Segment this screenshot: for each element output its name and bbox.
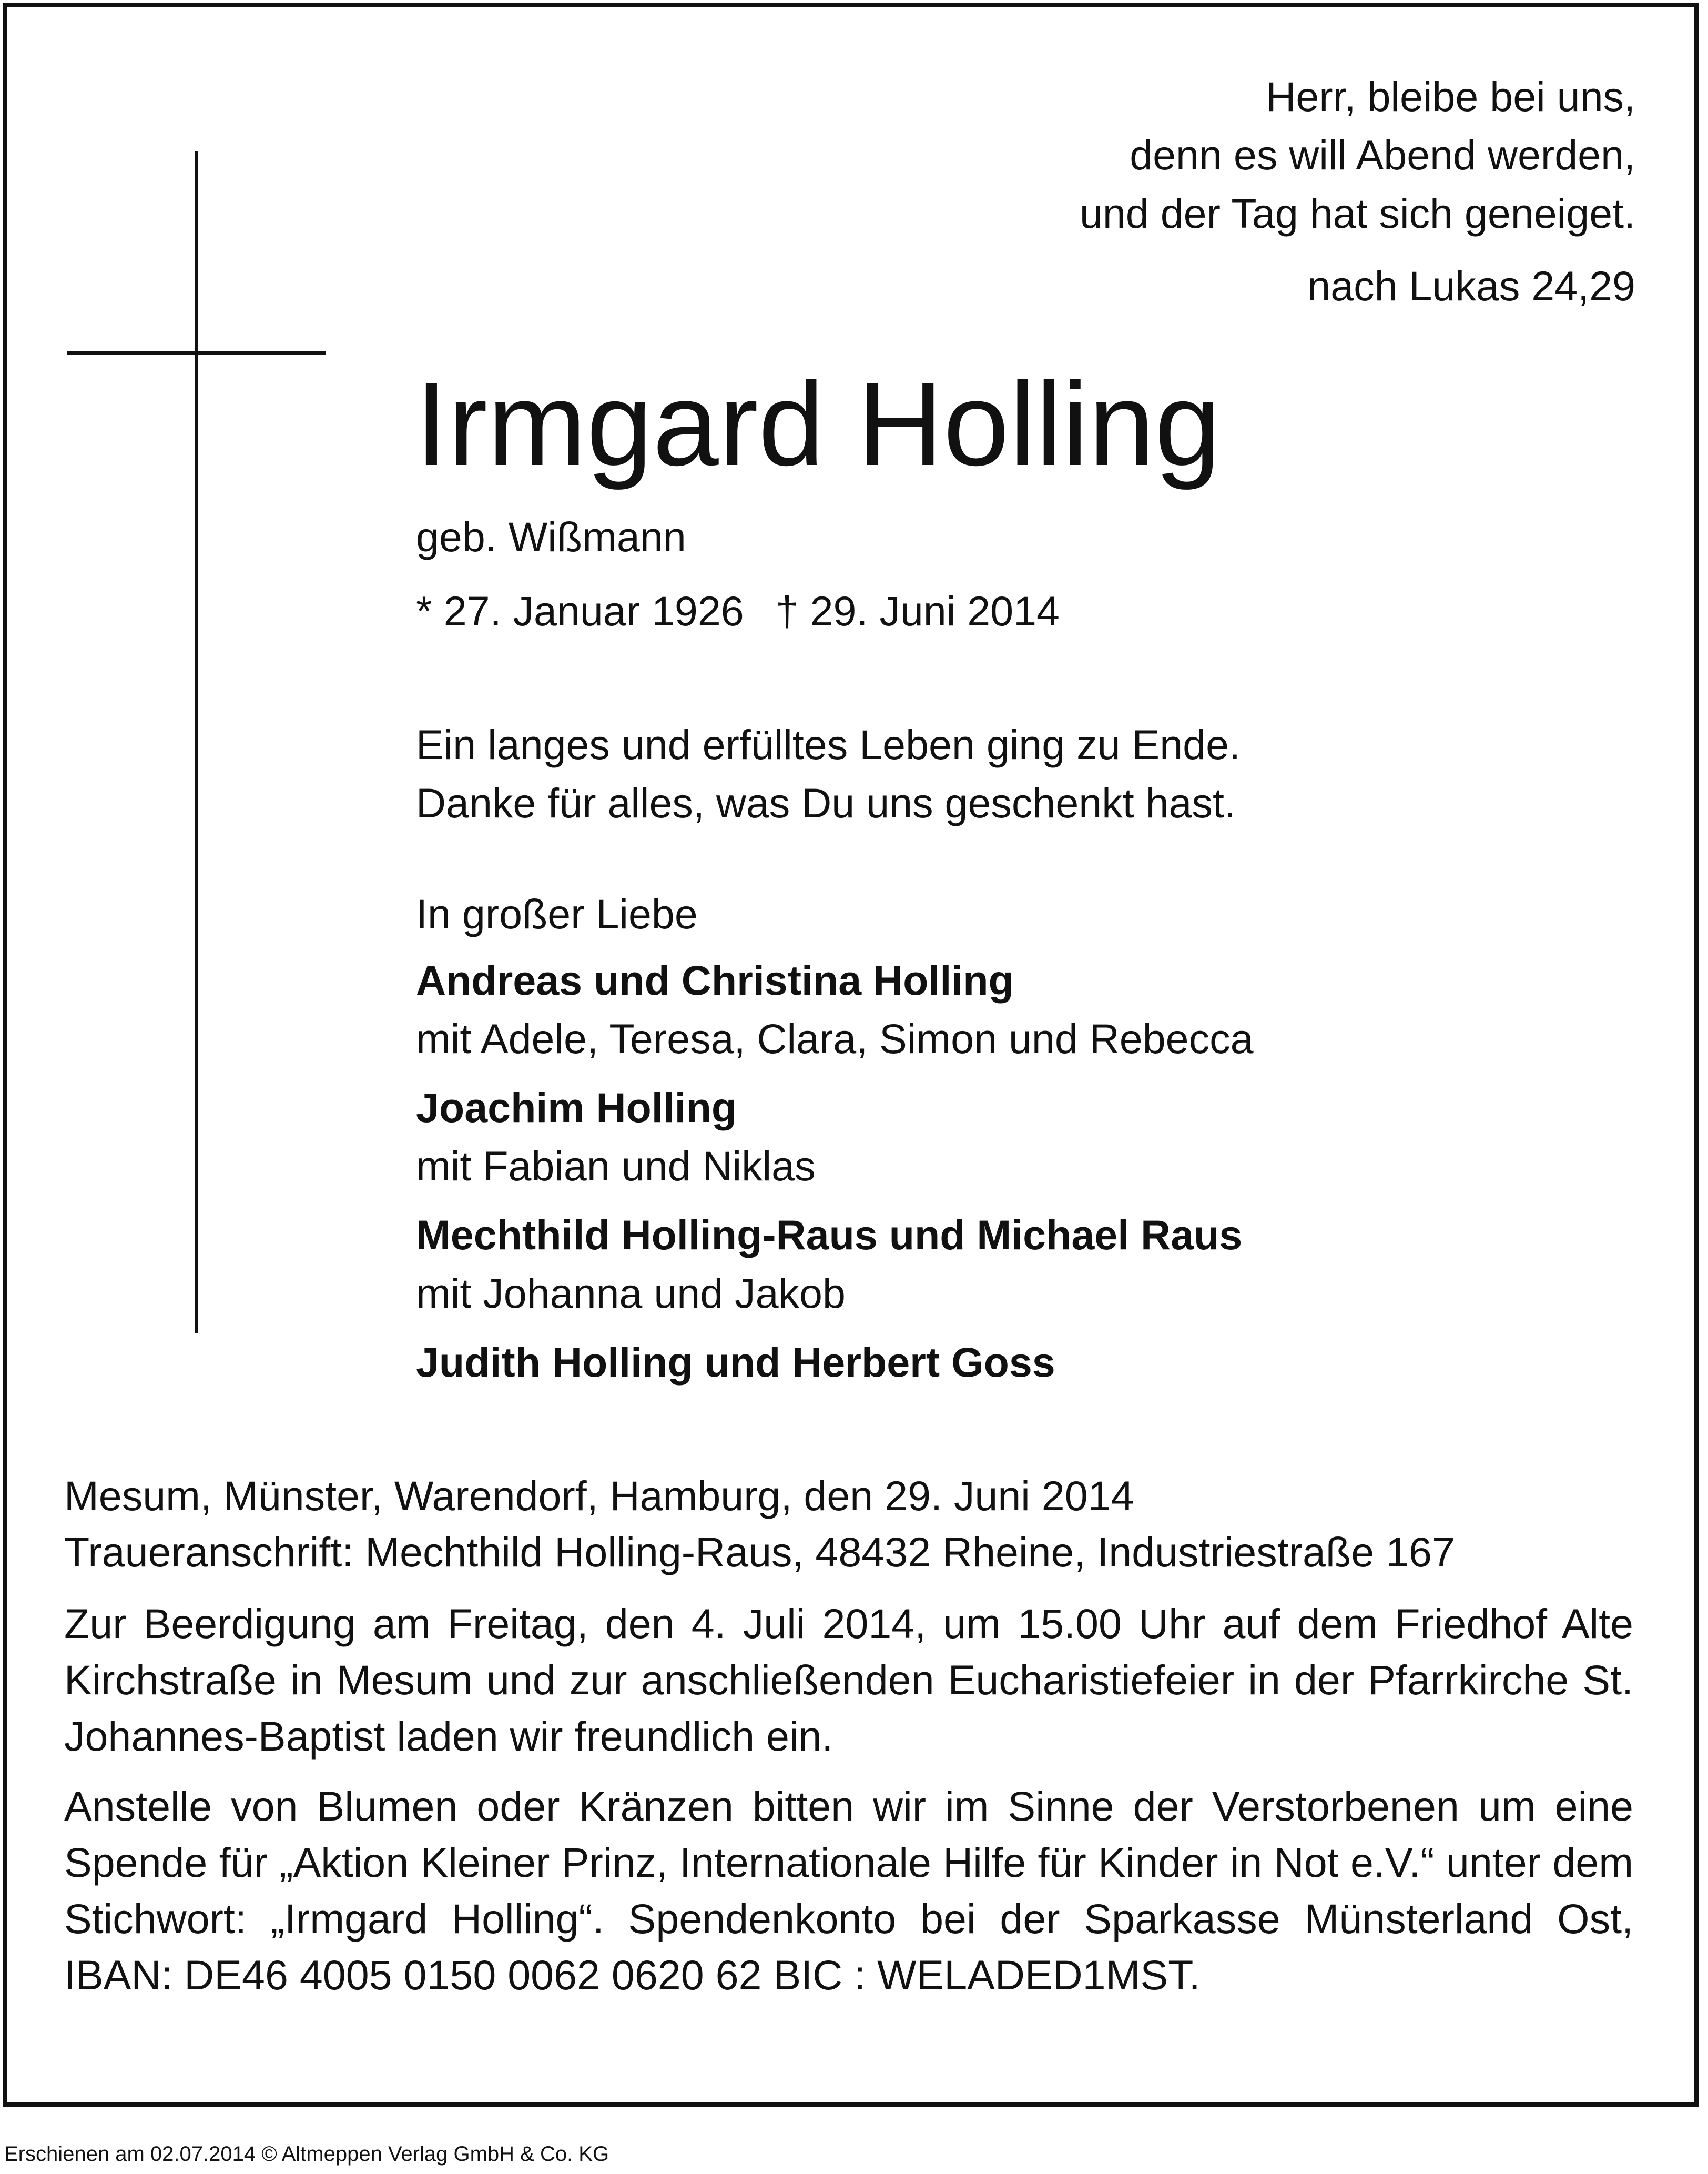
donation-info: Anstelle von Blumen oder Kränzen bitten wir im Sinne der Verstorbenen um eine Spende für „Aktion Kleiner Prinz, Internationale Hilfe für Kinder in Not e.V.“ unter dem Stichwort: „Irmgard Holling“. Spendenkonto bei der Sparkasse Münsterland Ost, IBAN: DE46 4005 0150 0062 0620 62 BIC : WELADED1MST. — [64, 1783, 1633, 1998]
mourner-entry — [416, 1333, 1254, 1391]
mourner-detail: mit Fabian und Niklas — [416, 1142, 816, 1189]
birth-name: geb. Wißmann — [416, 513, 686, 560]
mourner-name: Mechthild Holling-Raus und Michael Raus — [416, 1211, 1243, 1258]
publication-footer: Erschienen am 02.07.2014 © Altmeppen Verlag GmbH & Co. KG — [4, 2142, 609, 2166]
farewell-text — [416, 715, 1241, 832]
bible-verse — [899, 67, 1635, 242]
deceased-name: Irmgard Holling — [415, 357, 1221, 490]
mourner-name: Judith Holling und Herbert Goss — [416, 1339, 1055, 1386]
verse-line: denn es will Abend werden, — [1130, 132, 1635, 178]
death-date: † 29. Juni 2014 — [775, 588, 1060, 634]
cross-icon-horizontal — [67, 351, 326, 355]
cross-icon-vertical — [195, 151, 198, 1333]
mourner-name: Andreas und Christina Holling — [416, 957, 1014, 1004]
verse-line: Herr, bleibe bei uns, — [1266, 73, 1635, 120]
verse-reference: nach Lukas 24,29 — [1307, 262, 1635, 309]
verse-line: und der Tag hat sich geneiget. — [1079, 190, 1635, 237]
place-date: Mesum, Münster, Warendorf, Hamburg, den 29. Juni 2014 — [64, 1472, 1134, 1519]
life-dates — [416, 582, 1060, 640]
mourner-detail: mit Johanna und Jakob — [416, 1270, 846, 1317]
mourning-address: Traueranschrift: Mechthild Holling-Raus, 48432 Rheine, Industriestraße 167 — [64, 1529, 1455, 1575]
farewell-line: Danke für alles, was Du uns geschenkt hast. — [416, 780, 1236, 826]
mourner-entry — [416, 1078, 1254, 1195]
mourner-entry — [416, 1206, 1254, 1322]
mourner-entry — [416, 951, 1254, 1068]
funeral-info: Zur Beerdigung am Freitag, den 4. Juli 2014, um 15.00 Uhr auf dem Friedhof Alte Kirchstraße in Mesum und zur anschließenden Eucharistiefeier in der Pfarrkirche St. Johannes-Baptist laden wir freundlich ein. — [64, 1600, 1633, 1760]
love-line: In großer Liebe — [416, 891, 698, 937]
farewell-line: Ein langes und erfülltes Leben ging zu Ende. — [416, 721, 1241, 768]
mourners-list — [416, 951, 1254, 1402]
birth-date: * 27. Januar 1926 — [416, 588, 744, 634]
mourner-detail: mit Adele, Teresa, Clara, Simon und Rebecca — [416, 1015, 1254, 1062]
mourner-name: Joachim Holling — [416, 1084, 737, 1131]
